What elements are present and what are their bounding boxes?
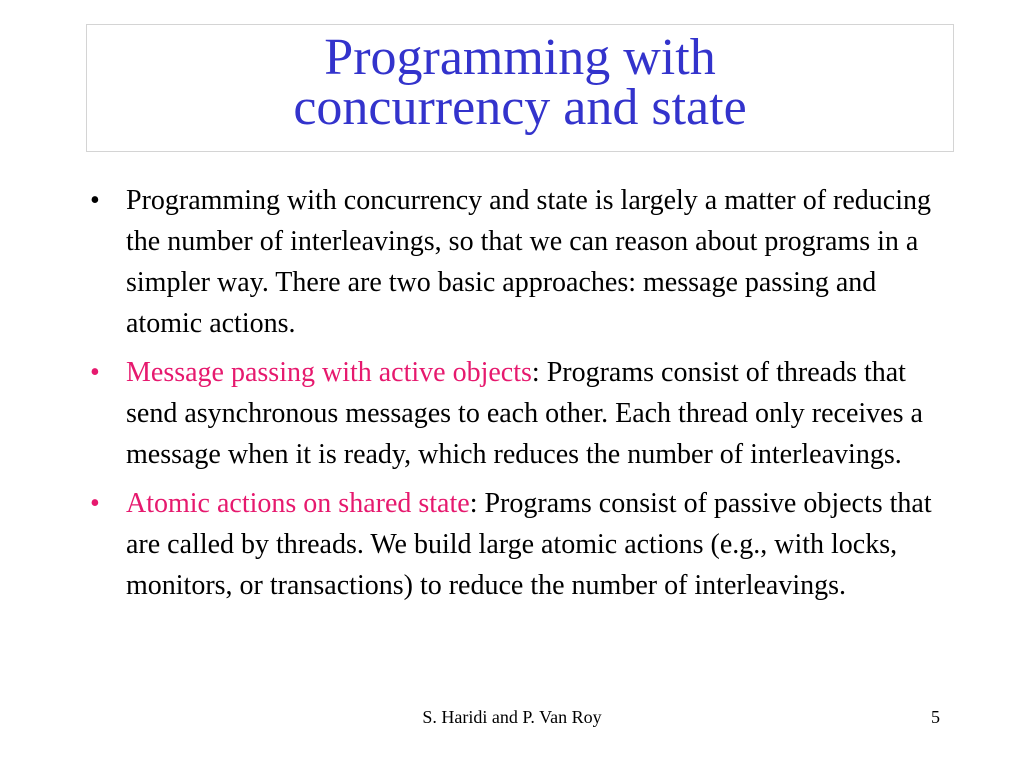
bullet-item-message-passing [86, 352, 946, 475]
page-number: 5 [931, 707, 940, 727]
bullet-text: Programming with concurrency and state is largely a matter of reducing the number of interleavings, so that we can reason about programs in a simpler way. There are two basic approaches: message passing and atomic actions. [126, 185, 931, 339]
bullet-text: Programs consist of passive objects that are called by threads. We build large atomic actions (e.g., with locks, monitors, or transactions) to reduce the number of interleavings. [126, 488, 932, 601]
bullet-symbol: • [90, 185, 100, 216]
bullet-item-atomic-actions [86, 483, 946, 606]
footer-author: S. Haridi and P. Van Roy [422, 707, 602, 727]
bullet-term: Message passing with active objects [126, 357, 532, 388]
bullet-term: Atomic actions on shared state [126, 488, 470, 519]
bullet-separator: : [469, 488, 478, 519]
bullet-text: Programs consist of threads that send asynchronous messages to each other. Each thread only receives a message when it is ready, which reduces the number of interleavings. [126, 357, 923, 470]
slide-title-line-2: concurrency and state [293, 79, 747, 136]
bullet-item-approaches [86, 180, 946, 344]
slide-title-line-1: Programming with [324, 29, 716, 86]
bullet-symbol: • [90, 488, 100, 519]
bullet-separator: : [531, 357, 540, 388]
bullet-symbol: • [90, 357, 100, 388]
bullet-list [86, 180, 946, 614]
slide-title-box [86, 24, 954, 152]
